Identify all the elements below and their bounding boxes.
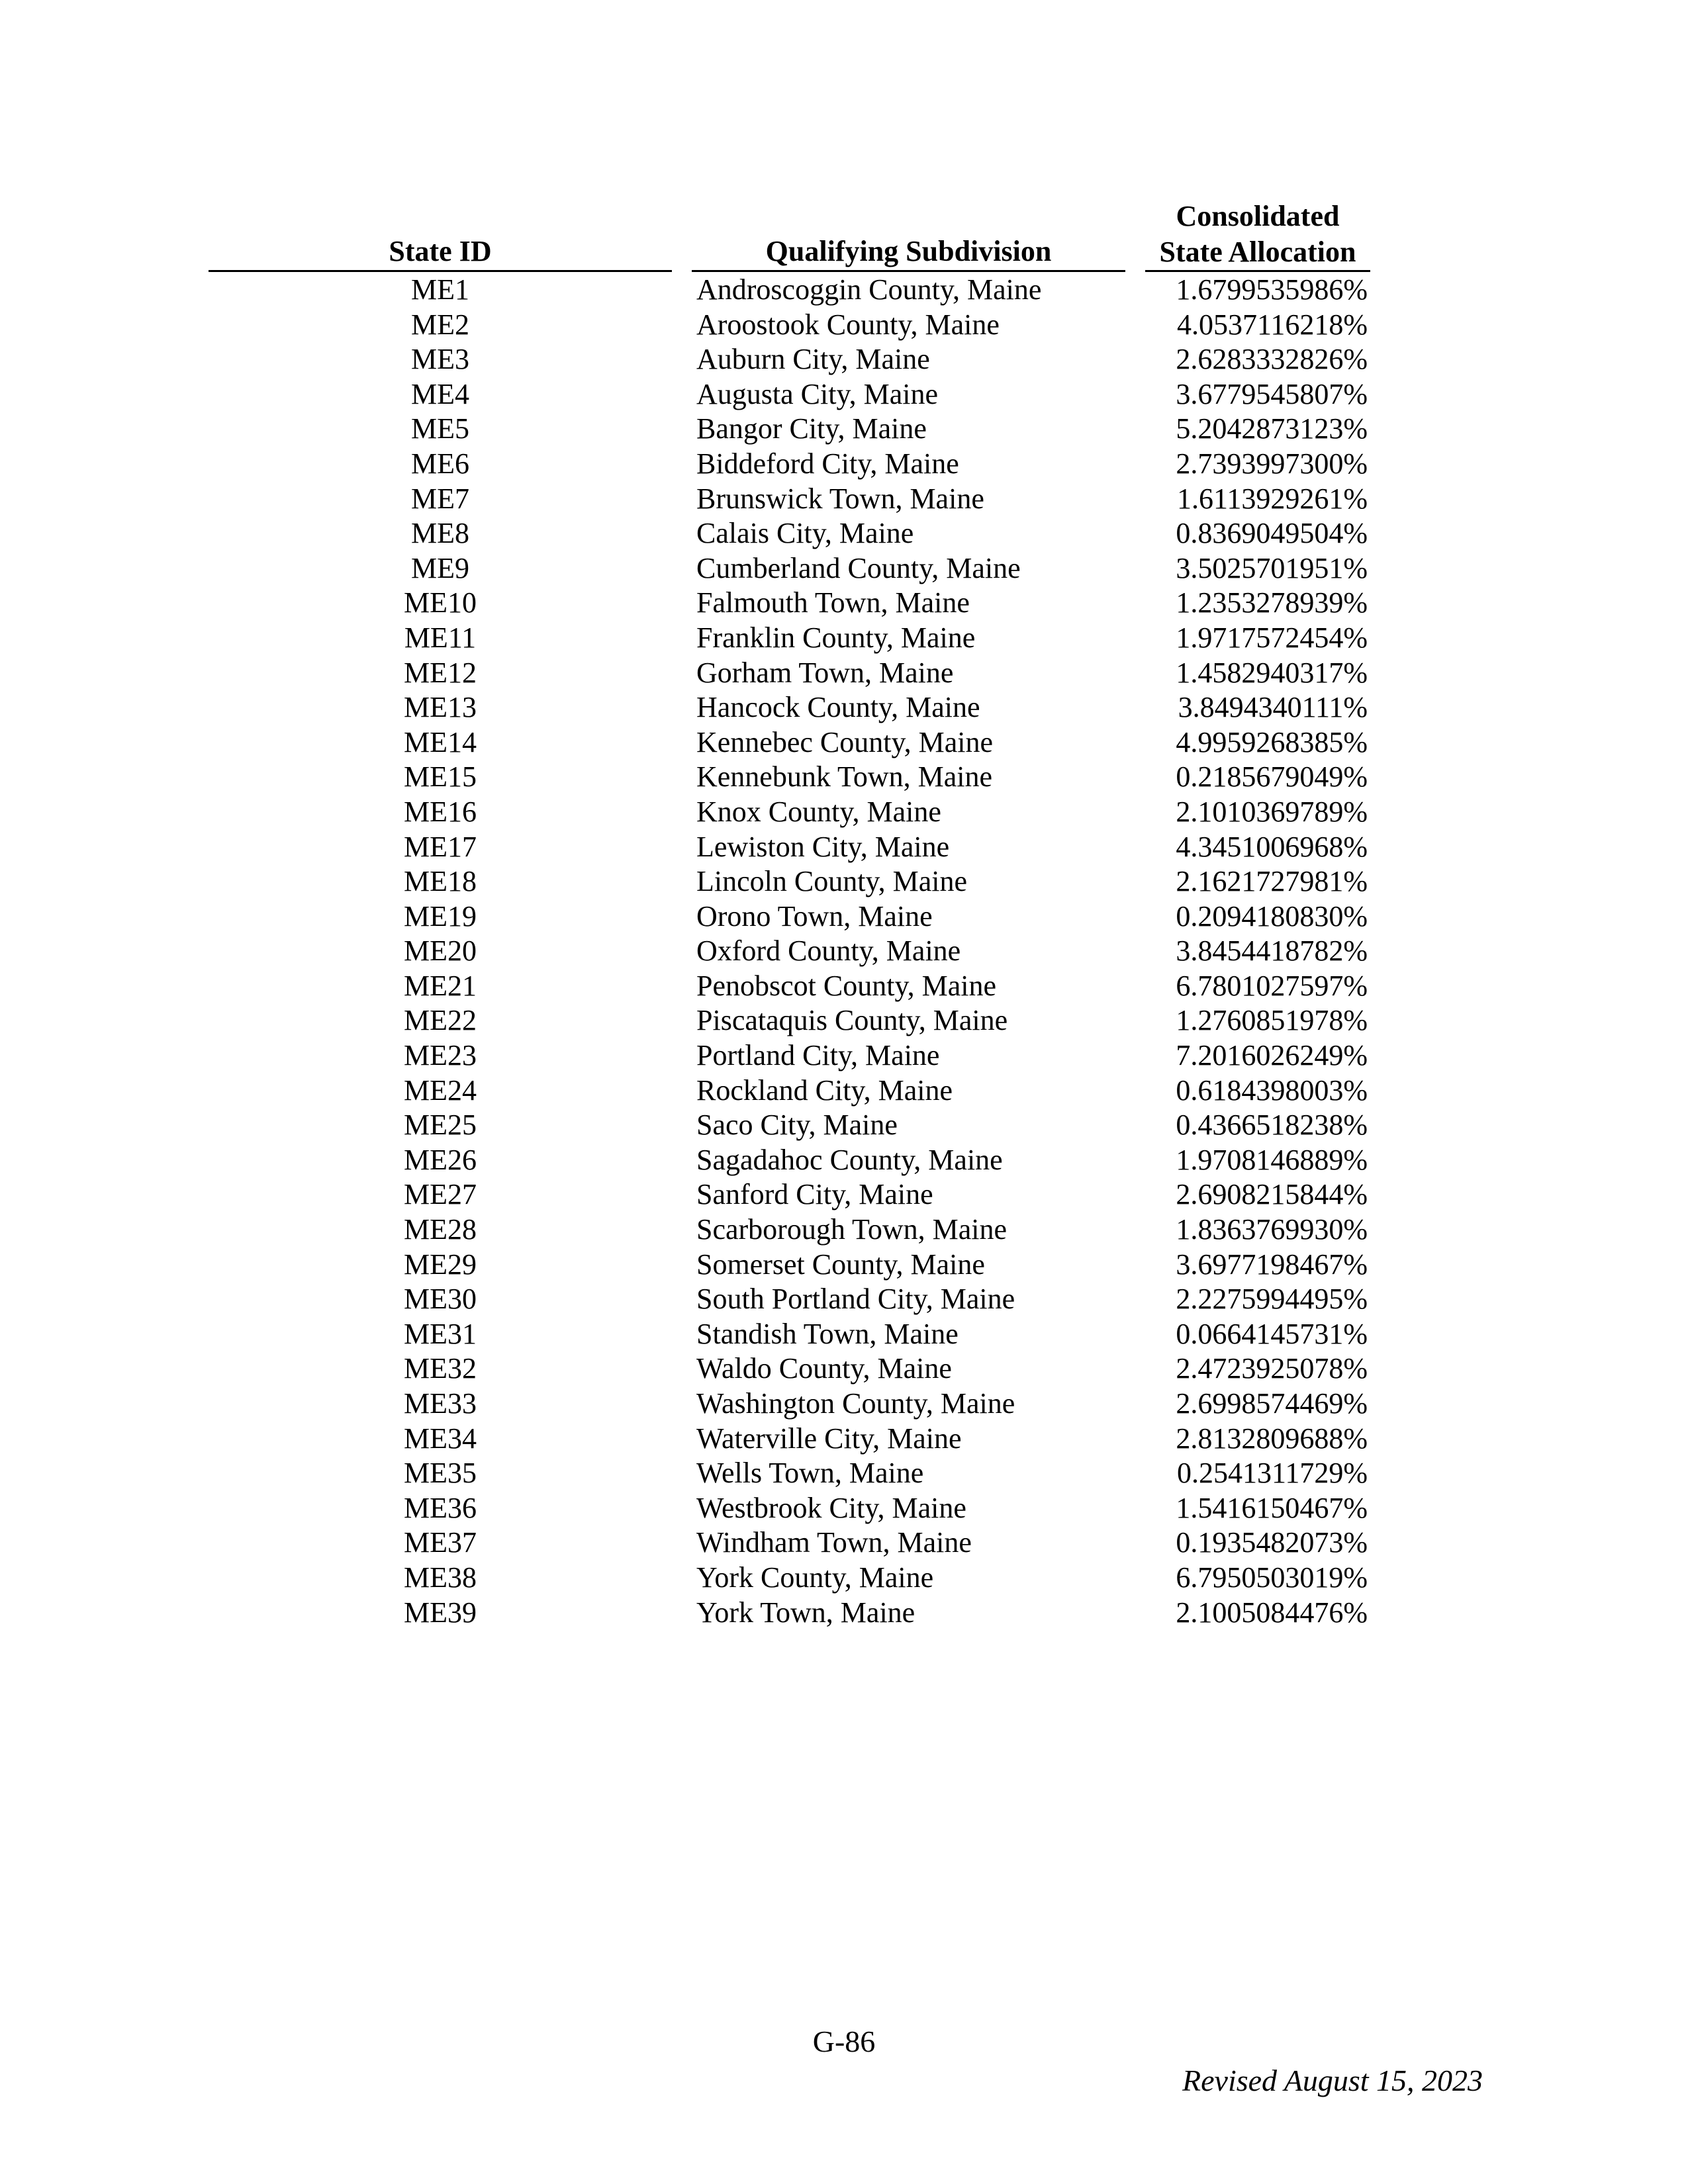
state-id-cell: ME10: [404, 586, 477, 619]
subdivision-cell: Windham Town, Maine: [696, 1526, 972, 1559]
subdivision-cell: Hancock County, Maine: [696, 691, 980, 724]
allocation-cell: 6.7801027597%: [1176, 969, 1368, 1002]
table-row: [0, 1561, 1688, 1596]
subdivision-cell: York Town, Maine: [696, 1596, 915, 1629]
state-id-cell: ME8: [411, 517, 469, 550]
table-row: [0, 899, 1688, 934]
table-row: [0, 1282, 1688, 1317]
subdivision-cell: York County, Maine: [696, 1561, 934, 1594]
state-id-cell: ME39: [404, 1596, 477, 1629]
table-row: [0, 690, 1688, 725]
state-id-cell: ME37: [404, 1526, 477, 1559]
table-row: [0, 1525, 1688, 1561]
allocation-cell: 1.6799535986%: [1176, 273, 1368, 306]
allocation-cell: 1.4582940317%: [1176, 656, 1368, 689]
state-id-cell: ME18: [404, 865, 477, 898]
subdivision-cell: Sanford City, Maine: [696, 1178, 933, 1211]
allocation-cell: 0.8369049504%: [1176, 517, 1368, 550]
subdivision-cell: Franklin County, Maine: [696, 621, 976, 654]
allocation-cell: 2.7393997300%: [1176, 447, 1368, 480]
allocation-cell: 0.4366518238%: [1176, 1109, 1368, 1142]
subdivision-cell: Rockland City, Maine: [696, 1073, 953, 1107]
allocation-cell: 4.9959268385%: [1176, 725, 1368, 758]
allocation-cell: 2.6908215844%: [1176, 1178, 1368, 1211]
state-id-cell: ME25: [404, 1109, 477, 1142]
subdivision-cell: Brunswick Town, Maine: [696, 482, 984, 515]
subdivision-cell: South Portland City, Maine: [696, 1283, 1015, 1316]
allocation-cell: 3.8494340111%: [1178, 691, 1368, 724]
allocation-cell: 1.9708146889%: [1176, 1143, 1368, 1176]
allocation-cell: 4.0537116218%: [1176, 308, 1368, 341]
state-id-cell: ME7: [411, 482, 469, 515]
allocation-cell: 2.4723925078%: [1176, 1352, 1368, 1385]
allocation-cell: 2.6283332826%: [1176, 343, 1368, 376]
state-id-cell: ME33: [404, 1387, 477, 1420]
table-row: [0, 1038, 1688, 1073]
allocation-cell: 1.6113929261%: [1176, 482, 1368, 515]
subdivision-cell: Auburn City, Maine: [696, 343, 930, 376]
subdivision-cell: Bangor City, Maine: [696, 412, 927, 445]
allocation-cell: 2.2275994495%: [1176, 1283, 1368, 1316]
state-id-cell: ME27: [404, 1178, 477, 1211]
allocation-cell: 0.2541311729%: [1176, 1457, 1368, 1490]
allocation-cell: 1.5416150467%: [1176, 1491, 1368, 1524]
state-id-cell: ME12: [404, 656, 477, 689]
table-row: [0, 795, 1688, 830]
allocation-cell: 1.9717572454%: [1176, 621, 1368, 654]
allocation-cell: 0.2185679049%: [1176, 760, 1368, 794]
state-id-cell: ME36: [404, 1491, 477, 1524]
table-row: [0, 830, 1688, 865]
table-row: [0, 1456, 1688, 1491]
table-row: [0, 1073, 1688, 1109]
allocation-cell: 0.6184398003%: [1176, 1073, 1368, 1107]
subdivision-cell: Lincoln County, Maine: [696, 865, 967, 898]
state-id-cell: ME9: [411, 551, 469, 584]
state-id-cell: ME24: [404, 1073, 477, 1107]
subdivision-cell: Penobscot County, Maine: [696, 969, 996, 1002]
table-row: [0, 1491, 1688, 1526]
table-row: [0, 377, 1688, 412]
page-number: G-86: [812, 2025, 876, 2058]
table-row: [0, 1003, 1688, 1038]
allocation-cell: 1.8363769930%: [1176, 1213, 1368, 1246]
allocation-cell: 2.1005084476%: [1176, 1596, 1368, 1629]
subdivision-cell: Falmouth Town, Maine: [696, 586, 970, 619]
table-row: [0, 1422, 1688, 1457]
state-id-cell: ME14: [404, 725, 477, 758]
allocation-cell: 2.1621727981%: [1176, 865, 1368, 898]
subdivision-cell: Aroostook County, Maine: [696, 308, 1000, 341]
table-row: [0, 1596, 1688, 1631]
allocation-cell: 3.6977198467%: [1176, 1248, 1368, 1281]
subdivision-cell: Biddeford City, Maine: [696, 447, 959, 480]
table-row: [0, 551, 1688, 586]
table-row: [0, 864, 1688, 899]
subdivision-cell: Sagadahoc County, Maine: [696, 1143, 1003, 1176]
table-row: [0, 725, 1688, 760]
allocation-cell: 5.2042873123%: [1176, 412, 1368, 445]
subdivision-cell: Waterville City, Maine: [696, 1422, 962, 1455]
subdivision-cell: Gorham Town, Maine: [696, 656, 954, 689]
allocation-cell: 3.6779545807%: [1176, 377, 1368, 410]
state-id-cell: ME1: [411, 273, 469, 306]
revised-date: Revised August 15, 2023: [1182, 2064, 1483, 2097]
allocation-cell: 0.1935482073%: [1176, 1526, 1368, 1559]
state-id-cell: ME16: [404, 795, 477, 828]
table-row: [0, 516, 1688, 551]
table-header-subdivision: Qualifying Subdivision: [765, 235, 1052, 267]
table-row: [0, 273, 1688, 308]
state-id-cell: ME30: [404, 1283, 477, 1316]
state-id-cell: ME38: [404, 1561, 477, 1594]
subdivision-cell: Portland City, Maine: [696, 1039, 940, 1072]
state-id-cell: ME19: [404, 899, 477, 933]
subdivision-cell: Waldo County, Maine: [696, 1352, 952, 1385]
table-body: [0, 273, 1688, 1630]
allocation-cell: 7.2016026249%: [1176, 1039, 1368, 1072]
allocation-cell: 2.6998574469%: [1176, 1387, 1368, 1420]
state-id-cell: ME11: [404, 621, 477, 654]
table-row: [0, 1108, 1688, 1143]
state-id-cell: ME28: [404, 1213, 477, 1246]
subdivision-cell: Orono Town, Maine: [696, 899, 933, 933]
table-row: [0, 1248, 1688, 1283]
table-row: [0, 1212, 1688, 1248]
table-row: [0, 1143, 1688, 1178]
table-row: [0, 482, 1688, 517]
table-row: [0, 969, 1688, 1004]
state-id-cell: ME21: [404, 969, 477, 1002]
subdivision-cell: Augusta City, Maine: [696, 377, 938, 410]
table-header-allocation: [1145, 199, 1370, 270]
state-id-cell: ME6: [411, 447, 469, 480]
allocation-cell: 6.7950503019%: [1176, 1561, 1368, 1594]
subdivision-cell: Standish Town, Maine: [696, 1317, 959, 1350]
allocation-cell: 0.0664145731%: [1176, 1317, 1368, 1350]
allocation-cell: 1.2353278939%: [1176, 586, 1368, 619]
table-row: [0, 656, 1688, 691]
subdivision-cell: Saco City, Maine: [696, 1109, 898, 1142]
state-id-cell: ME5: [411, 412, 469, 445]
state-id-cell: ME34: [404, 1422, 477, 1455]
subdivision-cell: Kennebunk Town, Maine: [696, 760, 993, 794]
table-row: [0, 1387, 1688, 1422]
subdivision-cell: Calais City, Maine: [696, 517, 914, 550]
header-rule-allocation: [1145, 270, 1370, 272]
subdivision-cell: Knox County, Maine: [696, 795, 941, 828]
state-id-cell: ME22: [404, 1004, 477, 1037]
state-id-cell: ME15: [404, 760, 477, 794]
table-row: [0, 447, 1688, 482]
table-row: [0, 412, 1688, 447]
allocation-cell: 3.5025701951%: [1176, 551, 1368, 584]
allocation-cell: 2.1010369789%: [1176, 795, 1368, 828]
state-id-cell: ME23: [404, 1039, 477, 1072]
header-rule-state-id: [209, 270, 672, 272]
state-id-cell: ME3: [411, 343, 469, 376]
subdivision-cell: Androscoggin County, Maine: [696, 273, 1042, 306]
table-row: [0, 586, 1688, 621]
table-row: [0, 934, 1688, 969]
state-id-cell: ME20: [404, 934, 477, 968]
state-id-cell: ME32: [404, 1352, 477, 1385]
subdivision-cell: Wells Town, Maine: [696, 1457, 924, 1490]
subdivision-cell: Washington County, Maine: [696, 1387, 1015, 1420]
table-header-state-id: State ID: [389, 235, 492, 267]
table-header-allocation-line1: Consolidated: [1176, 200, 1340, 232]
allocation-cell: 4.3451006968%: [1176, 830, 1368, 863]
state-id-cell: ME17: [404, 830, 477, 863]
state-id-cell: ME31: [404, 1317, 477, 1350]
table-header-allocation-line2: State Allocation: [1159, 236, 1356, 268]
state-id-cell: ME29: [404, 1248, 477, 1281]
state-id-cell: ME4: [411, 377, 469, 410]
state-id-cell: ME2: [411, 308, 469, 341]
table-row: [0, 621, 1688, 656]
table-row: [0, 308, 1688, 343]
state-id-cell: ME35: [404, 1457, 477, 1490]
table-row: [0, 1177, 1688, 1212]
state-id-cell: ME13: [404, 691, 477, 724]
subdivision-cell: Cumberland County, Maine: [696, 551, 1021, 584]
allocation-cell: 3.8454418782%: [1176, 934, 1368, 968]
state-id-cell: ME26: [404, 1143, 477, 1176]
subdivision-cell: Kennebec County, Maine: [696, 725, 994, 758]
subdivision-cell: Oxford County, Maine: [696, 934, 961, 968]
table-row: [0, 760, 1688, 795]
subdivision-cell: Piscataquis County, Maine: [696, 1004, 1008, 1037]
subdivision-cell: Westbrook City, Maine: [696, 1491, 966, 1524]
subdivision-cell: Scarborough Town, Maine: [696, 1213, 1008, 1246]
allocation-cell: 1.2760851978%: [1176, 1004, 1368, 1037]
header-rule-subdivision: [692, 270, 1125, 272]
allocation-cell: 2.8132809688%: [1176, 1422, 1368, 1455]
table-row: [0, 1351, 1688, 1387]
subdivision-cell: Somerset County, Maine: [696, 1248, 985, 1281]
table-row: [0, 342, 1688, 377]
subdivision-cell: Lewiston City, Maine: [696, 830, 950, 863]
table-row: [0, 1317, 1688, 1352]
allocation-cell: 0.2094180830%: [1176, 899, 1368, 933]
